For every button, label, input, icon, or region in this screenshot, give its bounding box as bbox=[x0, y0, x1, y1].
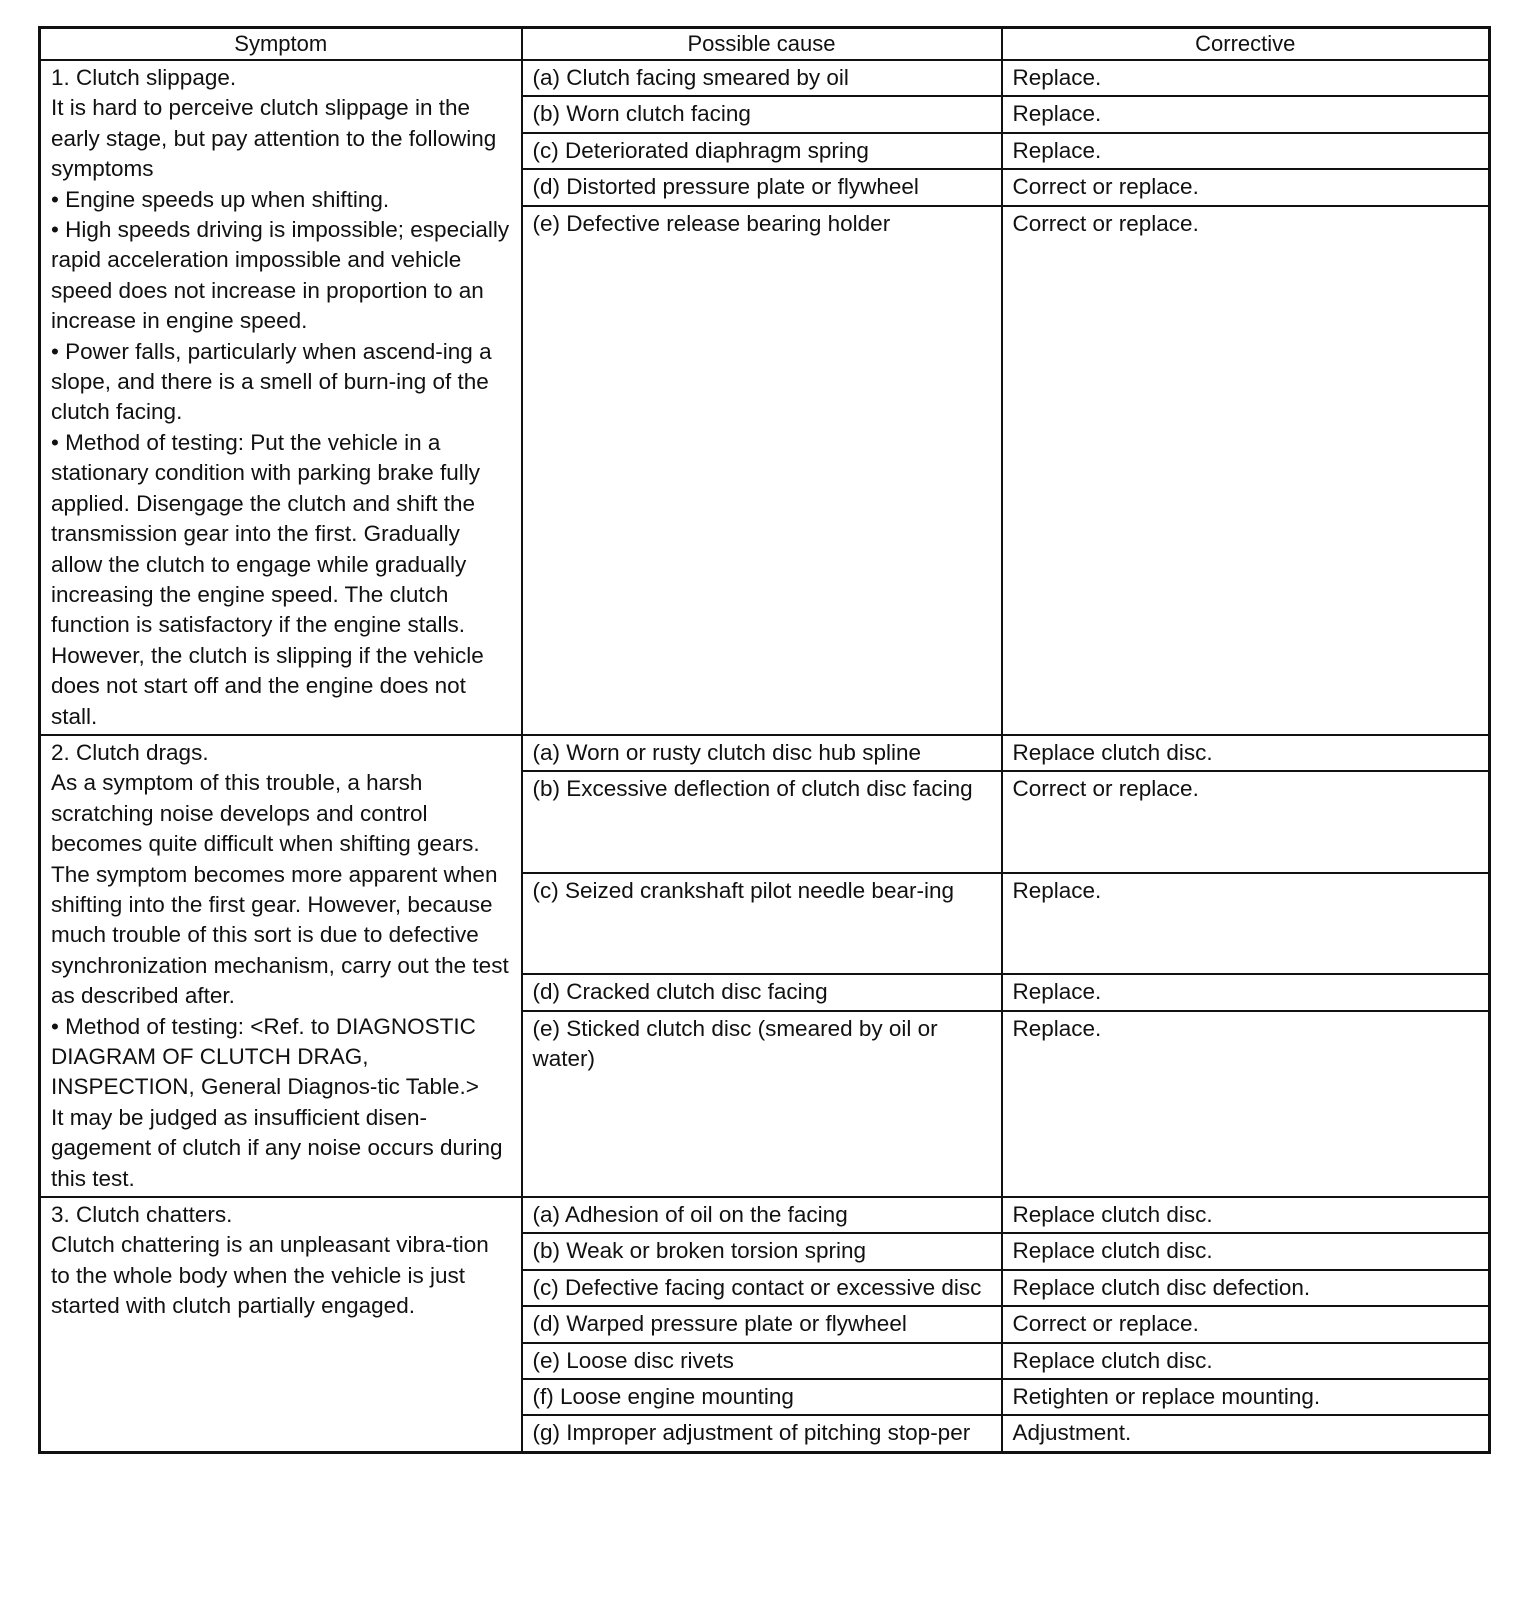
header-corrective: Corrective bbox=[1002, 28, 1490, 61]
corrective-cell: Replace. bbox=[1002, 873, 1490, 975]
corrective-cell: Replace. bbox=[1002, 133, 1490, 169]
cause-cell: (d) Warped pressure plate or flywheel bbox=[522, 1306, 1002, 1342]
corrective-cell: Correct or replace. bbox=[1002, 206, 1490, 735]
cause-cell: (a) Clutch facing smeared by oil bbox=[522, 60, 1002, 96]
corrective-cell: Replace clutch disc. bbox=[1002, 1197, 1490, 1233]
cause-cell: (e) Defective release bearing holder bbox=[522, 206, 1002, 735]
table-row bbox=[40, 60, 1490, 96]
cause-cell: (c) Seized crankshaft pilot needle bear-ing bbox=[522, 873, 1002, 975]
corrective-cell: Retighten or replace mounting. bbox=[1002, 1379, 1490, 1415]
corrective-cell: Replace. bbox=[1002, 974, 1490, 1010]
corrective-cell: Replace. bbox=[1002, 96, 1490, 132]
symptom-clutch-chatters: 3. Clutch chatters. Clutch chattering is an unpleasant vibra-tion to the whole body when the vehicle is just started with clutch partially engaged. bbox=[40, 1197, 522, 1452]
cause-cell: (c) Deteriorated diaphragm spring bbox=[522, 133, 1002, 169]
corrective-cell: Replace clutch disc. bbox=[1002, 1233, 1490, 1269]
corrective-cell: Replace clutch disc defection. bbox=[1002, 1270, 1490, 1306]
header-row bbox=[40, 28, 1490, 61]
corrective-cell: Replace. bbox=[1002, 60, 1490, 96]
header-symptom: Symptom bbox=[40, 28, 522, 61]
cause-cell: (f) Loose engine mounting bbox=[522, 1379, 1002, 1415]
header-possible-cause: Possible cause bbox=[522, 28, 1002, 61]
cause-cell: (g) Improper adjustment of pitching stop-per bbox=[522, 1415, 1002, 1452]
corrective-cell: Correct or replace. bbox=[1002, 771, 1490, 873]
cause-cell: (a) Worn or rusty clutch disc hub spline bbox=[522, 735, 1002, 771]
cause-cell: (d) Cracked clutch disc facing bbox=[522, 974, 1002, 1010]
corrective-cell: Correct or replace. bbox=[1002, 1306, 1490, 1342]
cause-cell: (b) Weak or broken torsion spring bbox=[522, 1233, 1002, 1269]
corrective-cell: Correct or replace. bbox=[1002, 169, 1490, 205]
table-row bbox=[40, 735, 1490, 771]
symptom-clutch-drags: 2. Clutch drags. As a symptom of this trouble, a harsh scratching noise develops and control becomes quite difficult when shifting gears. The symptom becomes more apparent when shifting into the first gear. However, because much trouble of this sort is due to defective synchronization mechanism, carry out the test as described after. • Method of testing: <Ref. to DIAGNOSTIC DIAGRAM OF CLUTCH DRAG, INSPECTION, General Diagnos-tic Table.> It may be judged as insufficient disen-gagement of clutch if any noise occurs during this test. bbox=[40, 735, 522, 1197]
symptom-clutch-slippage: 1. Clutch slippage. It is hard to perceive clutch slippage in the early stage, but pay attention to the following symptoms • Engine speeds up when shifting. • High speeds driving is impossible; especially rapid acceleration impossible and vehicle speed does not increase in proportion to an increase in engine speed. • Power falls, particularly when ascend-ing a slope, and there is a smell of burn-ing of the clutch facing. • Method of testing: Put the vehicle in a stationary condition with parking brake fully applied. Disengage the clutch and shift the transmission gear into the first. Gradually allow the clutch to engage while gradually increasing the engine speed. The clutch function is satisfactory if the engine stalls. However, the clutch is slipping if the vehicle does not start off and the engine does not stall. bbox=[40, 60, 522, 735]
corrective-cell: Replace clutch disc. bbox=[1002, 735, 1490, 771]
corrective-cell: Adjustment. bbox=[1002, 1415, 1490, 1452]
corrective-cell: Replace clutch disc. bbox=[1002, 1343, 1490, 1379]
cause-cell: (b) Worn clutch facing bbox=[522, 96, 1002, 132]
corrective-cell: Replace. bbox=[1002, 1011, 1490, 1197]
cause-cell: (b) Excessive deflection of clutch disc facing bbox=[522, 771, 1002, 873]
cause-cell: (a) Adhesion of oil on the facing bbox=[522, 1197, 1002, 1233]
cause-cell: (e) Loose disc rivets bbox=[522, 1343, 1002, 1379]
table-row bbox=[40, 1197, 1490, 1233]
clutch-diagnostic-table bbox=[38, 26, 1491, 1454]
cause-cell: (e) Sticked clutch disc (smeared by oil or water) bbox=[522, 1011, 1002, 1197]
cause-cell: (c) Defective facing contact or excessive disc bbox=[522, 1270, 1002, 1306]
cause-cell: (d) Distorted pressure plate or flywheel bbox=[522, 169, 1002, 205]
